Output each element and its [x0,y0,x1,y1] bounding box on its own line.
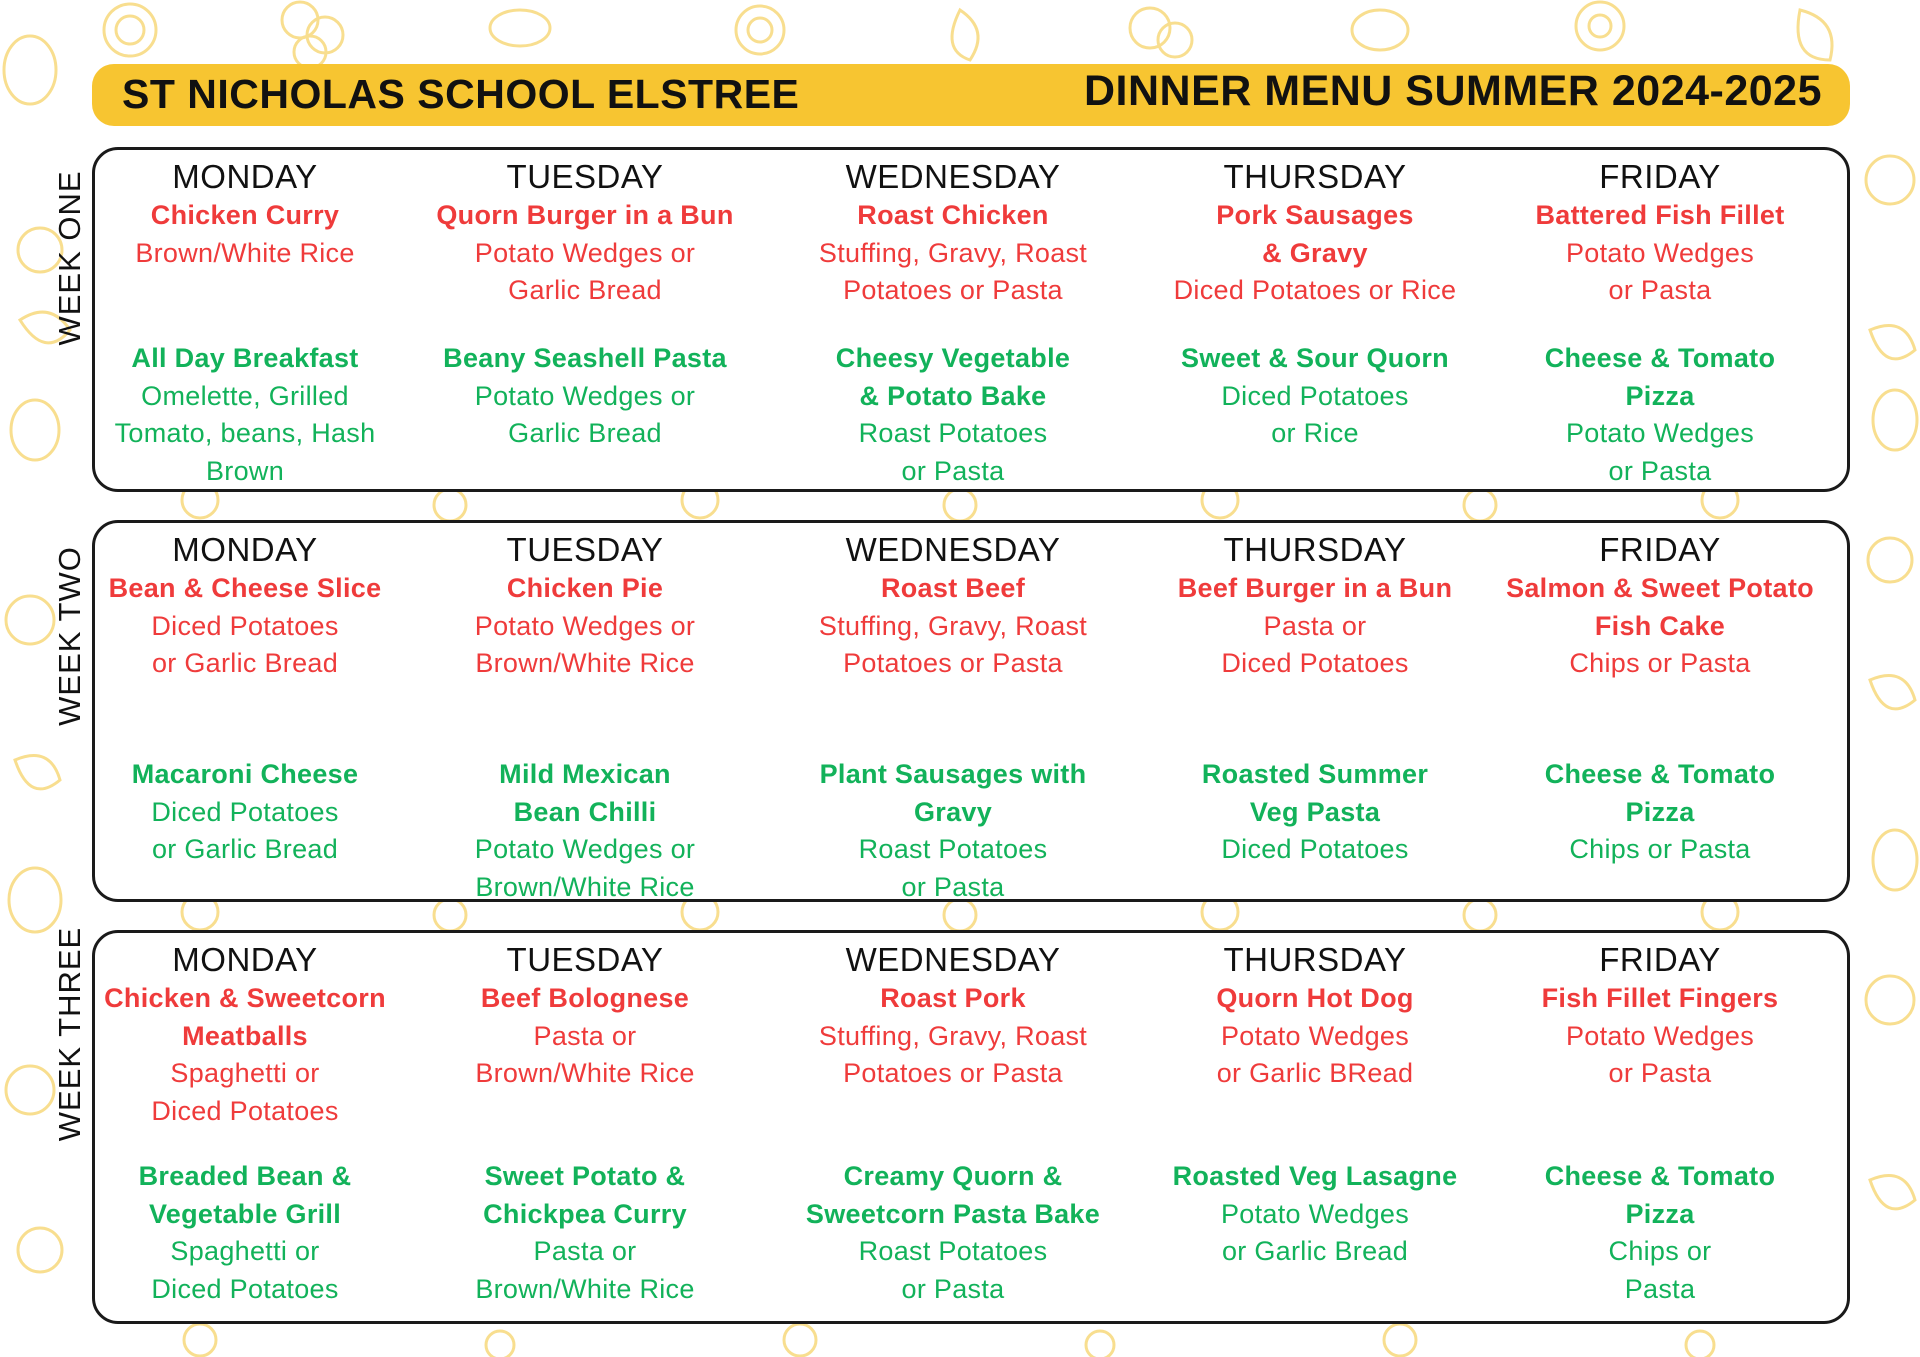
veg-dish-sides: Pasta or [533,1236,637,1266]
meat-dish-sides: Diced Potatoes [1221,648,1409,678]
meat-dish-sides: Potatoes or Pasta [843,1058,1063,1088]
day-heading: FRIDAY [1599,941,1721,978]
day-heading: FRIDAY [1599,531,1721,568]
veg-dish-name: All Day Breakfast [131,343,359,373]
day-heading: WEDNESDAY [845,531,1061,568]
meat-dish-name: Beef Bolognese [480,983,690,1013]
day-column [415,930,755,1093]
meat-dish-sides: or Garlic BRead [1216,1058,1414,1088]
meat-dish-sides: Potato Wedges or [474,610,696,641]
meat-dish-sides: or Pasta [1608,1058,1712,1088]
veg-dish-name: Vegetable Grill [148,1198,342,1229]
day-heading: TUESDAY [506,158,664,195]
veg-dish-sides: Chips or [1608,1236,1712,1266]
veg-dish-name: Roasted Veg Lasagne [1172,1161,1458,1191]
veg-dish-sides: Brown/White Rice [475,1273,695,1304]
meat-dish-name: Salmon & Sweet Potato [1506,573,1814,603]
veg-dish-sides: or Garlic Bread [1221,1236,1409,1266]
veg-dish-name: Pizza [1625,380,1695,411]
veg-dish-name: Veg Pasta [1249,796,1381,827]
day-heading: WEDNESDAY [845,158,1061,195]
veg-dish-sides: Potato Wedges [1565,418,1755,448]
week-label: WEEK TWO [52,546,87,726]
meat-dish-sides: or Garlic Bread [151,648,339,678]
veg-dish-name: Cheesy Vegetable [835,343,1071,373]
day-heading: THURSDAY [1223,941,1407,978]
veg-dish-name: & Potato Bake [859,380,1047,411]
day-column [1490,930,1830,1093]
veg-dish-sides: or Pasta [1608,455,1712,486]
veg-dish-name: Pizza [1625,796,1695,827]
veg-dish-name: Chickpea Curry [483,1198,687,1229]
veg-dish-sides: Diced Potatoes [1221,380,1409,411]
day-heading: MONDAY [172,531,318,568]
veg-dish-name: Plant Sausages with [819,759,1087,789]
veg-dish-sides: Spaghetti or [170,1236,320,1266]
day-column [1490,147,1830,310]
veg-dish-sides: Potato Wedges or [474,380,696,411]
day-heading: TUESDAY [506,941,664,978]
meat-dish-sides: Stuffing, Gravy, Roast [818,1020,1088,1051]
veg-dish-name: Creamy Quorn & [843,1161,1063,1191]
meat-dish-sides: Potatoes or Pasta [843,648,1063,678]
veg-dish-sides: or Pasta [901,1273,1005,1304]
day-column [75,147,415,272]
meat-dish-sides: Potatoes or Pasta [843,275,1063,305]
veg-dish-name: Macaroni Cheese [131,759,359,789]
veg-dish-sides: or Pasta [901,455,1005,486]
veg-option-block [415,756,755,906]
day-column [1490,520,1830,683]
meat-dish-name: Quorn Hot Dog [1216,983,1414,1013]
meat-dish-sides: Stuffing, Gravy, Roast [818,237,1088,268]
meat-dish-sides: Stuffing, Gravy, Roast [818,610,1088,641]
veg-dish-sides: Roast Potatoes [858,834,1048,864]
veg-dish-sides: Diced Potatoes [151,1273,339,1304]
meat-dish-name: Fish Fillet Fingers [1541,983,1779,1013]
veg-dish-sides: Roast Potatoes [858,418,1048,448]
veg-option-block [1490,1158,1830,1308]
day-heading: THURSDAY [1223,531,1407,568]
meat-dish-name: Roast Beef [880,573,1026,603]
veg-dish-sides: Potato Wedges or [474,834,696,864]
week-label: WEEK THREE [52,926,87,1142]
day-column [783,147,1123,310]
day-column [1145,147,1485,310]
meat-dish-name: Meatballs [182,1020,308,1051]
meat-dish-sides: Brown/White Rice [475,648,695,678]
veg-option-block [1145,756,1485,869]
veg-dish-sides: Garlic Bread [508,418,662,448]
meat-dish-sides: Potato Wedges [1565,237,1755,268]
veg-dish-name: Breaded Bean & [138,1161,352,1191]
meat-dish-name: Beef Burger in a Bun [1177,573,1453,603]
meat-dish-sides: Chips or Pasta [1569,648,1751,678]
veg-option-block [1145,340,1485,453]
day-column [783,520,1123,683]
veg-dish-name: Sweet & Sour Quorn [1181,343,1449,373]
veg-dish-sides: Diced Potatoes [1221,834,1409,864]
veg-option-block [1145,1158,1485,1271]
meat-dish-sides: Potato Wedges [1565,1020,1755,1051]
veg-dish-sides: Chips or Pasta [1569,834,1751,864]
menu-header-banner [92,64,1850,126]
meat-dish-name: Roast Chicken [857,200,1049,230]
meat-dish-name: Bean & Cheese Slice [108,573,382,603]
veg-option-block [1490,756,1830,869]
veg-dish-sides: Brown/White Rice [475,871,695,902]
day-column [75,520,415,683]
meat-dish-name: Pork Sausages [1216,200,1414,230]
meat-dish-sides: or Pasta [1608,275,1712,305]
meat-dish-sides: Brown/White Rice [135,237,355,268]
day-column [783,930,1123,1093]
veg-option-block [415,1158,755,1308]
meat-dish-sides: Potato Wedges [1220,1020,1410,1051]
veg-dish-sides: Pasta [1624,1273,1696,1304]
veg-dish-name: Beany Seashell Pasta [443,343,727,373]
day-column [1145,930,1485,1093]
veg-dish-name: Bean Chilli [513,796,657,827]
veg-dish-name: Sweetcorn Pasta Bake [805,1198,1101,1229]
veg-dish-name: Mild Mexican [499,759,671,789]
meat-dish-name: Fish Cake [1594,610,1726,641]
veg-option-block [783,340,1123,490]
veg-dish-name: Cheese & Tomato [1544,1161,1776,1191]
day-column [415,147,755,310]
veg-dish-sides: Diced Potatoes [151,796,339,827]
day-heading: MONDAY [172,941,318,978]
day-column [1145,520,1485,683]
veg-dish-name: Roasted Summer [1201,759,1429,789]
veg-dish-name: Gravy [913,796,993,827]
veg-option-block [1490,340,1830,490]
meat-dish-name: Quorn Burger in a Bun [436,200,734,230]
day-column [75,930,415,1130]
day-heading: WEDNESDAY [845,941,1061,978]
veg-option-block [783,1158,1123,1308]
veg-dish-sides: Omelette, Grilled [141,380,349,411]
meat-dish-sides: Brown/White Rice [475,1058,695,1088]
meat-dish-name: Battered Fish Fillet [1535,200,1785,230]
day-heading: FRIDAY [1599,158,1721,195]
meat-dish-name: Chicken Pie [506,573,664,603]
meat-dish-sides: Spaghetti or [170,1058,320,1088]
veg-dish-name: Pizza [1625,1198,1695,1229]
veg-dish-sides: Tomato, beans, Hash [114,418,376,448]
veg-option-block [75,340,415,490]
veg-option-block [415,340,755,453]
veg-dish-name: Sweet Potato & [484,1161,686,1191]
day-column [415,520,755,683]
veg-dish-name: Cheese & Tomato [1544,343,1776,373]
meat-dish-sides: Pasta or [1263,610,1367,641]
meat-dish-sides: Diced Potatoes or Rice [1173,275,1457,305]
veg-dish-sides: Brown [205,455,285,486]
meat-dish-sides: Diced Potatoes [151,1095,339,1126]
veg-dish-sides: Roast Potatoes [858,1236,1048,1266]
veg-option-block [783,756,1123,906]
veg-dish-name: Cheese & Tomato [1544,759,1776,789]
veg-dish-sides: or Rice [1271,418,1359,448]
meat-dish-sides: Garlic Bread [508,275,662,305]
day-heading: THURSDAY [1223,158,1407,195]
menu-title: DINNER MENU SUMMER 2024-2025 [1083,67,1822,115]
veg-dish-sides: or Garlic Bread [151,834,339,864]
school-name: ST NICHOLAS SCHOOL ELSTREE [122,71,800,117]
day-heading: TUESDAY [506,531,664,568]
meat-dish-sides: Potato Wedges or [474,237,696,268]
day-heading: MONDAY [172,158,318,195]
meat-dish-name: & Gravy [1262,237,1368,268]
veg-dish-sides: Potato Wedges [1220,1198,1410,1229]
meat-dish-name: Roast Pork [880,983,1026,1013]
meat-dish-sides: Pasta or [533,1020,637,1051]
veg-option-block [75,1158,415,1308]
veg-dish-sides: or Pasta [901,871,1005,902]
meat-dish-name: Chicken & Sweetcorn [104,983,386,1013]
meat-dish-sides: Diced Potatoes [151,610,339,641]
veg-option-block [75,756,415,869]
week-label: WEEK ONE [52,170,87,346]
meat-dish-name: Chicken Curry [150,200,340,230]
